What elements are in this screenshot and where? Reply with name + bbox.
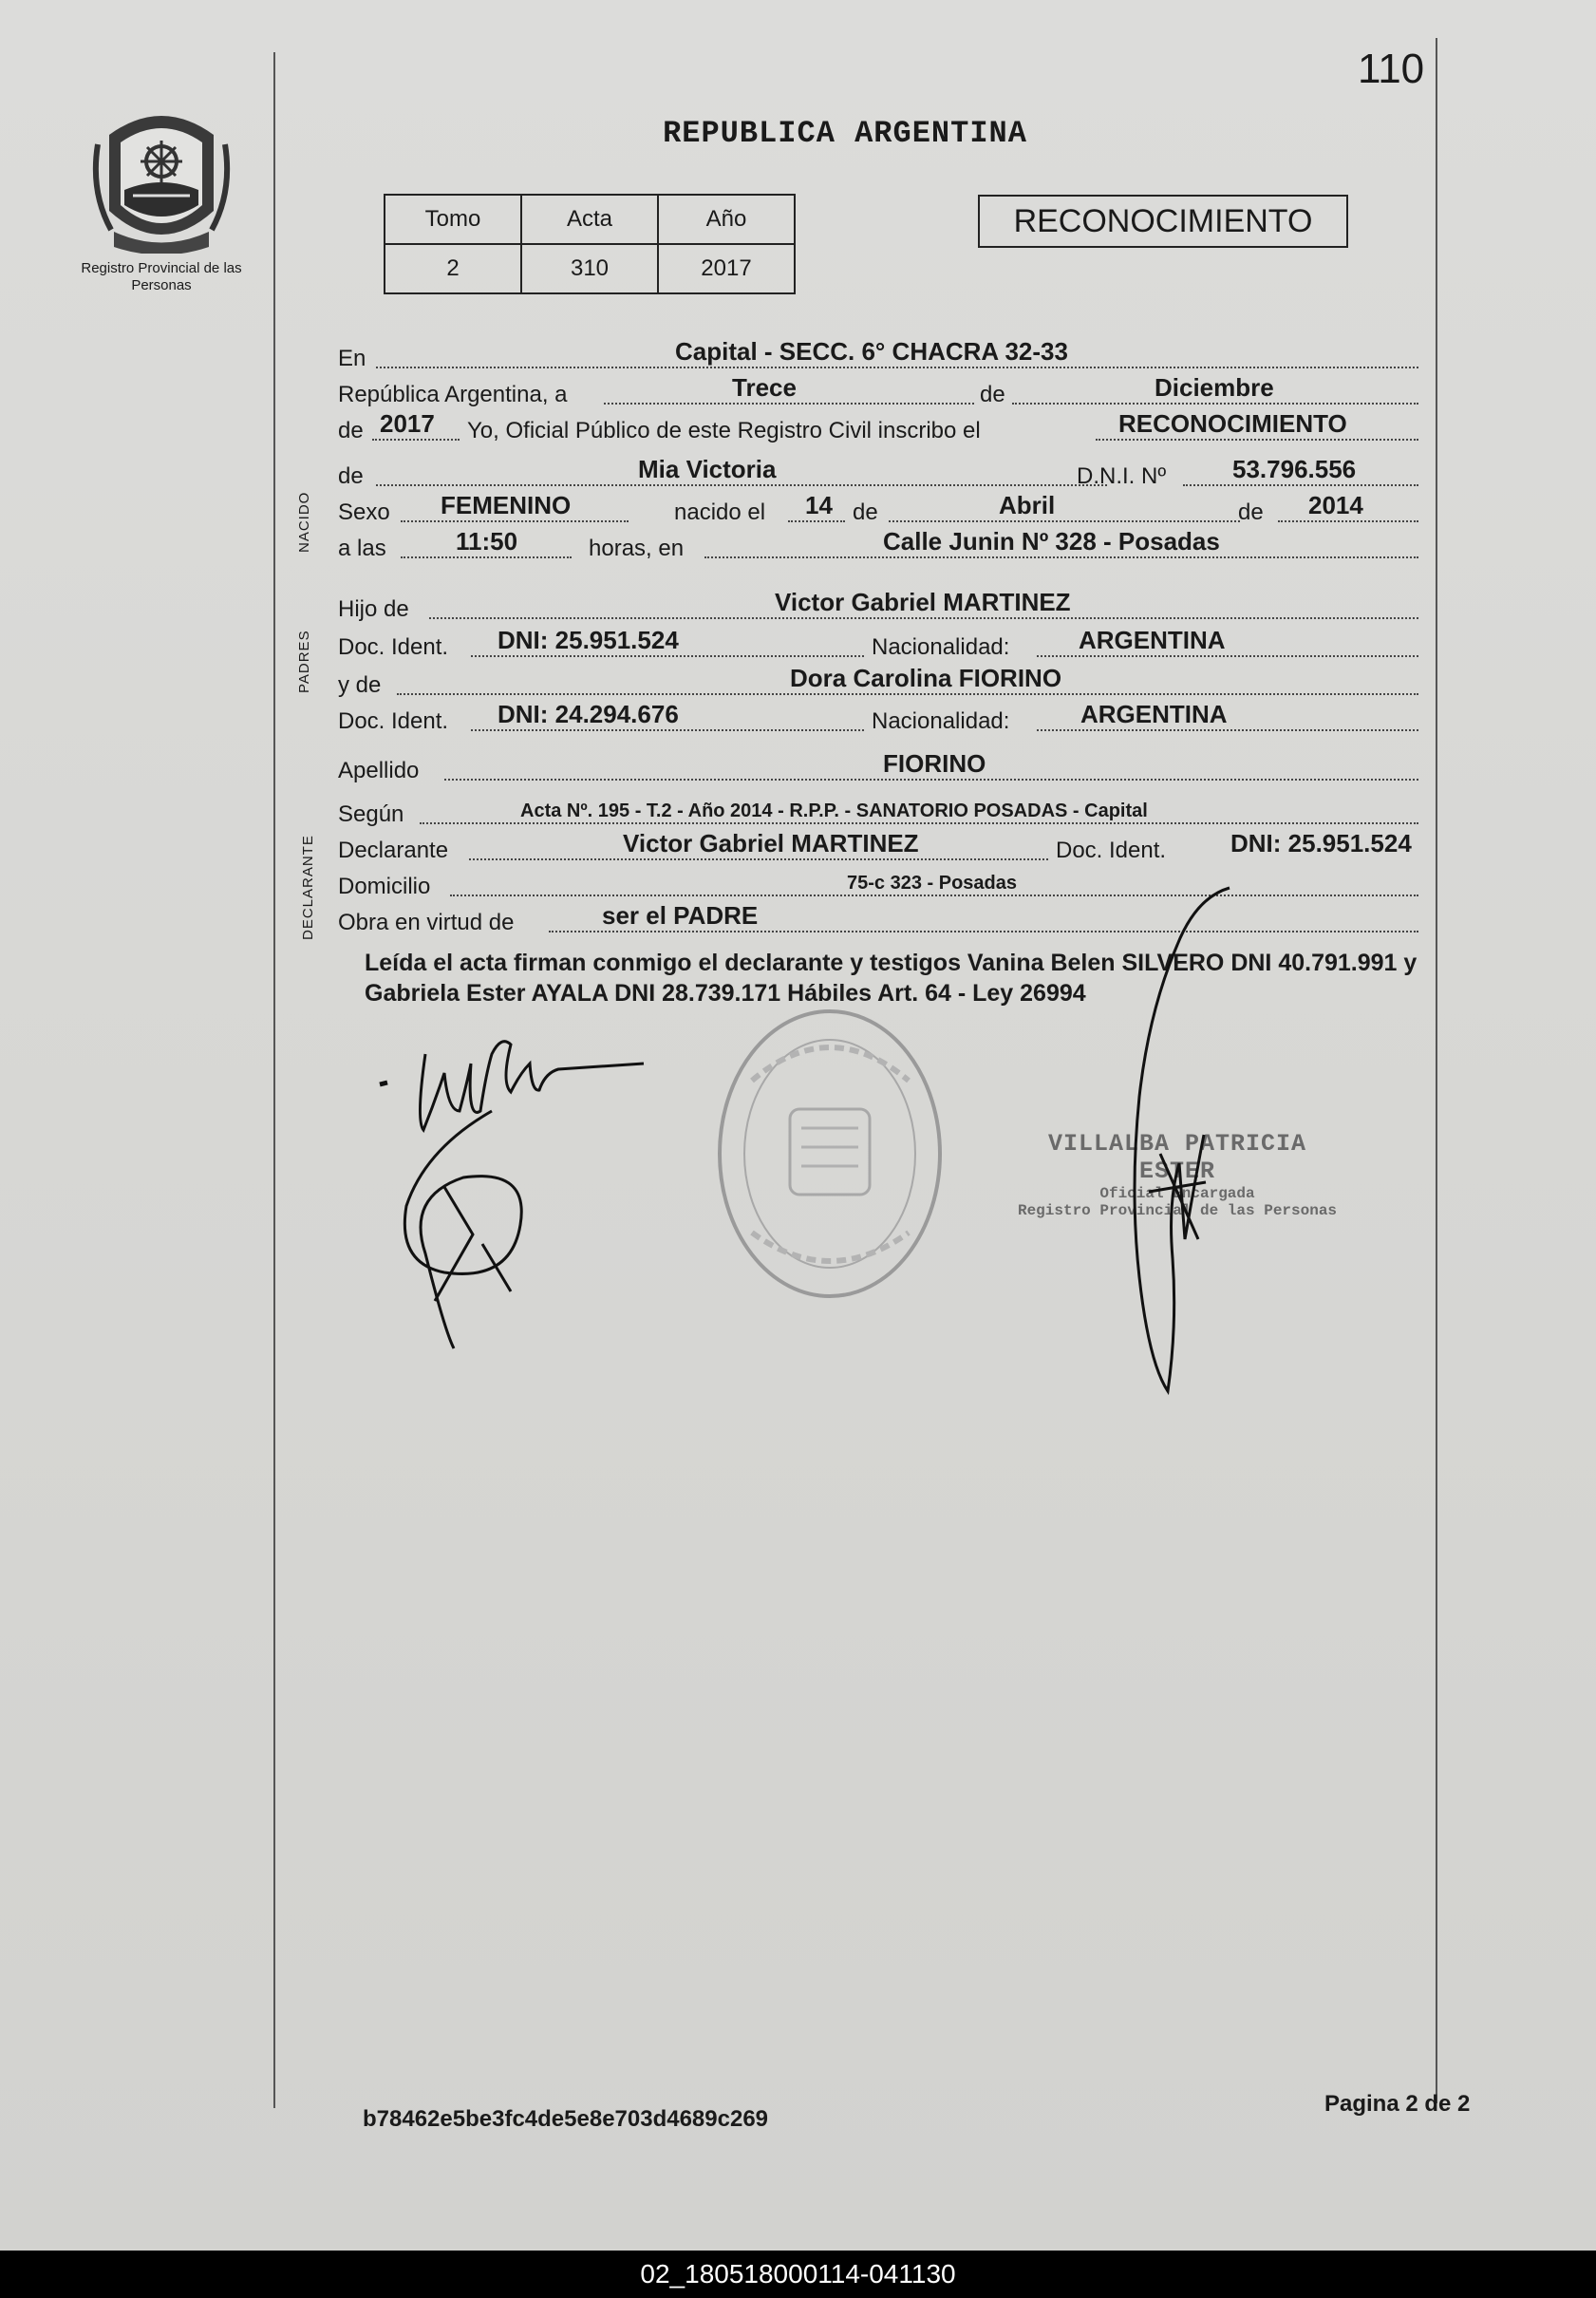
dotted-line [401,520,629,522]
padre-doc-value: DNI: 25.951.524 [498,626,679,654]
dotted-line [429,617,1418,619]
row-lugar-registro [338,338,1418,376]
declarante-value: Victor Gabriel MARTINEZ [623,829,919,857]
document-hash: b78462e5be3fc4de5e8e703d4689c269 [363,2106,769,2132]
doc-ident-label: Doc. Ident. [338,634,449,660]
row-domicilio [338,866,1418,904]
declarante-doc-value: DNI: 25.951.524 [1230,829,1412,857]
scan-file-id-bar: 02_180518000114-041130 [0,2251,1596,2298]
document-title: REPUBLICA ARGENTINA [663,116,1027,151]
nacionalidad-label: Nacionalidad: [872,634,1010,660]
inscribo-value: RECONOCIMIENTO [1118,409,1347,438]
official-office: Registro Provincial de las Personas [1017,1202,1338,1219]
row-madre-doc [338,701,1418,739]
lugar-registro-value: Capital - SECC. 6° CHACRA 32-33 [675,337,1068,366]
dotted-line [376,367,1418,368]
section-label-nacido: NACIDO [296,491,312,553]
madre-nombre-value: Dora Carolina FIORINO [790,664,1062,692]
dotted-line [397,693,1418,695]
nombre-value: Mia Victoria [638,455,777,483]
de-label: de [1238,499,1264,525]
dotted-line [1183,484,1418,486]
de-label: de [338,463,364,489]
row-declarante [338,830,1418,868]
nacido-anio-value: 2014 [1308,491,1363,519]
lugar-nacimiento-value: Calle Junin Nº 328 - Posadas [883,527,1220,556]
right-margin-line [1436,38,1437,2103]
dotted-line [704,556,1418,558]
dotted-line [471,655,864,657]
madre-doc-value: DNI: 24.294.676 [498,700,679,728]
segun-value: Acta Nº. 195 - T.2 - Año 2014 - R.P.P. - SANATORIO POSADAS - Capital [520,801,1148,821]
nacionalidad-label: Nacionalidad: [872,708,1010,734]
acta-reference-table [384,194,796,294]
declarante-label: Declarante [338,838,449,863]
left-margin-line [273,52,275,2108]
dotted-line [401,556,572,558]
row-anio-inscripcion [338,410,1418,448]
dotted-line [372,439,460,441]
sexo-label: Sexo [338,499,390,525]
obra-value: ser el PADRE [602,901,759,930]
row-nombre [338,456,1418,494]
dotted-line [1037,729,1418,731]
doc-ident-label: Doc. Ident. [338,708,449,734]
page-indicator: Pagina 2 de 2 [1324,2091,1471,2117]
mes-registro-value: Diciembre [1155,373,1274,402]
acta-header: Acta [521,195,658,244]
segun-label: Según [338,801,404,827]
sexo-value: FEMENINO [441,491,572,519]
madre-nacionalidad-value: ARGENTINA [1080,700,1228,728]
row-padre-doc [338,627,1418,665]
dotted-line [889,520,1240,522]
dotted-line [471,729,864,731]
republica-label: República Argentina, a [338,382,568,407]
tomo-value: 2 [385,244,521,293]
nacido-dia-value: 14 [805,491,833,519]
domicilio-value: 75-c 323 - Posadas [847,873,1017,894]
dotted-line [549,931,1418,932]
padre-nombre-value: Victor Gabriel MARTINEZ [775,588,1071,616]
dotted-line [450,895,1418,896]
anio-header: Año [658,195,795,244]
row-nacimiento [338,492,1418,530]
hijo-label: Hijo de [338,596,409,622]
dotted-line [604,403,974,405]
row-apellido [338,750,1418,788]
obra-label: Obra en virtud de [338,910,515,935]
section-label-declarante: DECLARANTE [300,835,316,940]
de-label: de [338,418,364,443]
de-label: de [853,499,878,525]
declarant-signature [1092,878,1244,1410]
dotted-line [1278,520,1418,522]
oficial-text: Yo, Oficial Público de este Registro Civil inscribo el [467,418,981,443]
dotted-line [469,858,1048,860]
apellido-label: Apellido [338,758,420,783]
en-label: En [338,346,366,371]
anio-registro-value: 2017 [380,409,435,438]
dni-label: D.N.I. Nº [1077,463,1167,489]
row-obra [338,902,1418,940]
registry-caption: Registro Provincial de las Personas [81,260,242,293]
dotted-line [420,822,1418,824]
apellido-value: FIORINO [883,749,986,778]
padre-nacionalidad-value: ARGENTINA [1079,626,1226,654]
doc-ident-label: Doc. Ident. [1056,838,1167,863]
row-padre [338,589,1418,627]
de-label: de [980,382,1005,407]
witness-signatures [368,1016,653,1377]
registry-seal [714,1005,947,1304]
dotted-line [1012,403,1418,405]
official-name: VILLALBA PATRICIA ESTER [1047,1130,1307,1185]
tomo-header: Tomo [385,195,521,244]
dia-registro-value: Trece [732,373,797,402]
alas-label: a las [338,536,386,561]
row-fecha-registro [338,374,1418,412]
acta-value: 310 [521,244,658,293]
dotted-line [376,484,1107,486]
anio-value: 2017 [658,244,795,293]
section-label-padres: PADRES [296,630,312,693]
hora-value: 11:50 [456,527,518,556]
dotted-line [788,520,845,522]
legal-closing-text: Leída el acta firman conmigo el declarante y testigos Vanina Belen SILVERO DNI 40.791.991 y Gabriela Ester AYALA DNI 28.739.171 Hábiles Art. 64 - Ley 26994 [365,950,1418,1007]
row-segun [338,794,1418,832]
nacido-mes-value: Abril [999,491,1056,519]
domicilio-label: Domicilio [338,874,431,899]
yde-label: y de [338,672,382,698]
dotted-line [444,779,1418,781]
coat-of-arms-logo [90,106,233,254]
nacido-label: nacido el [674,499,766,525]
record-type-box: RECONOCIMIENTO [978,195,1348,248]
official-role: Oficial Encargada [1099,1185,1255,1202]
row-hora-lugar [338,528,1418,566]
dotted-line [1037,655,1418,657]
dotted-line [1096,439,1418,441]
page-number: 110 [1358,46,1425,92]
dni-value: 53.796.556 [1232,455,1357,483]
row-madre [338,665,1418,703]
horas-label: horas, en [589,536,685,561]
